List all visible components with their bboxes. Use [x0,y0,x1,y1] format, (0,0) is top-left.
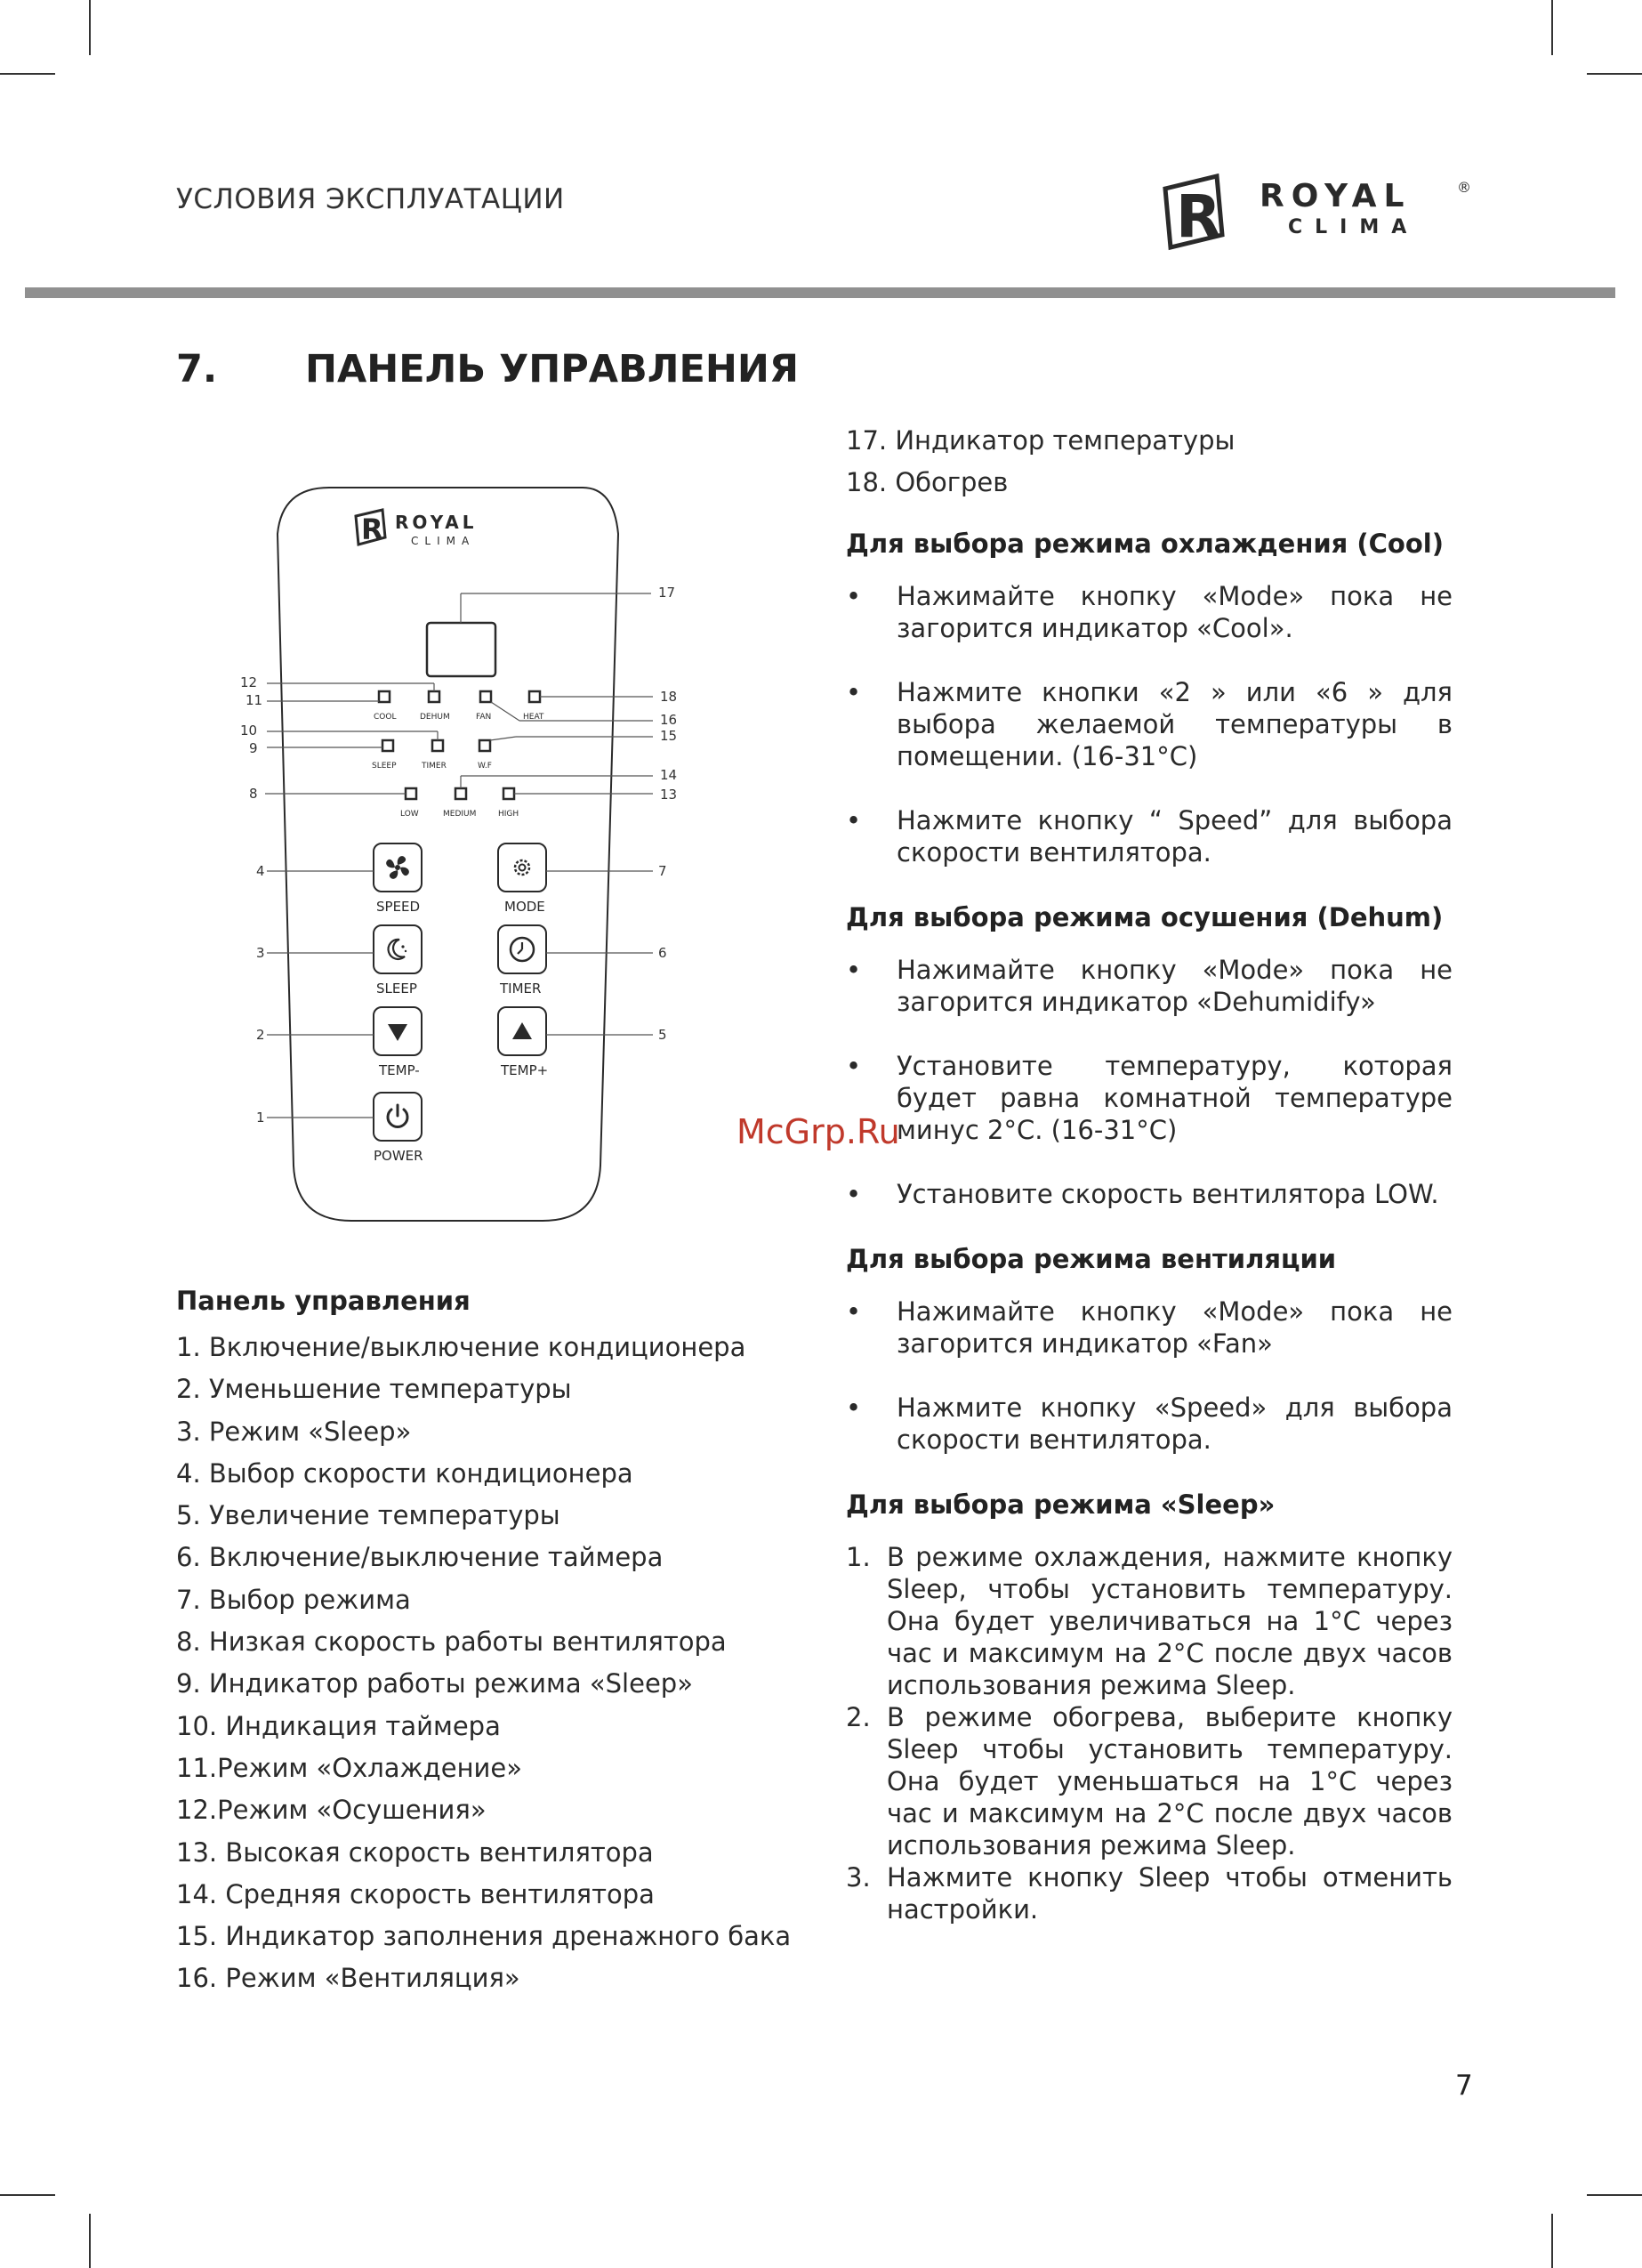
bullet-text: Нажмите кнопку «Speed» для выбора скорости вентилятора. [897,1392,1453,1455]
crop-mark [0,73,55,75]
dehum-bullet [846,954,1453,1018]
callout-3: 3 [256,945,265,961]
bullet-icon: • [846,955,862,985]
callout-11: 11 [245,692,263,708]
list-item-17: 17. Индикатор температуры [846,425,1236,456]
brand-logo [1163,169,1471,258]
cool-heading: Для выбора режима охлаждения (Cool) [846,529,1444,559]
list-item: 12.Режим «Осушения» [176,1795,487,1826]
logo-r-mark-icon [1165,176,1222,251]
crop-mark [89,2214,91,2268]
sleep-step [846,1541,1453,1701]
indicator-cool-label: COOL [374,713,397,722]
logo-reg: ® [1457,179,1471,196]
crop-mark [1587,73,1642,75]
dehum-heading: Для выбора режима осушения (Dehum) [846,902,1444,932]
list-item: 11.Режим «Охлаждение» [176,1752,522,1783]
indicator-sleep-label: SLEEP [372,762,397,771]
crop-mark [1551,2214,1553,2268]
bullet-text: Нажмите кнопку “ Speed” для выбора скорости вентилятора. [897,805,1453,868]
bullet-icon: • [846,805,862,835]
bullet-icon: • [846,1051,862,1081]
sleep-button-label: SLEEP [376,981,417,997]
timer-button-label: TIMER [500,981,542,997]
panel-legend [176,1286,799,2000]
remote-brand-top: ROYAL [395,512,478,533]
callout-7: 7 [658,863,667,879]
bullet-text: Нажимайте кнопку «Mode» пока не загорится индикатор «Cool». [897,581,1453,643]
crop-mark [0,2194,55,2196]
panel-legend-list [176,1327,799,2000]
indicator-wf-led [479,740,490,751]
callout-5: 5 [658,1027,667,1043]
sleep-heading: Для выбора режима «Sleep» [846,1489,1276,1520]
callout-4: 4 [256,863,265,879]
crop-mark [89,0,91,55]
cool-bullet [846,676,1453,772]
logo-clima: CLIMA [1288,216,1420,238]
remote-logo-icon [356,510,385,546]
section-number: 7. [176,347,218,391]
callout-15: 15 [660,728,678,744]
fan-bullet [846,1295,1453,1360]
list-item: 4. Выбор скорости кондиционера [176,1457,633,1489]
sleep-step [846,1861,1453,1925]
watermark: McGrp.Ru [736,1112,900,1151]
step-text: В режиме обогрева, выберите кнопку Sleep чтобы установить температуру. Она будет уменьшаться на 1°С через час и максимум на 2°С после двух часов использования режима Sleep. [887,1702,1453,1860]
indicator-wf-label: W.F [478,762,492,771]
step-text: Нажмите кнопку Sleep чтобы отменить настройки. [887,1862,1453,1925]
svg-text:R: R [361,513,383,546]
remote-body [278,488,618,1221]
remote-brand-bottom: CLIMA [411,535,476,547]
indicator-dehum-led [429,691,439,702]
indicator-fan-led [480,691,491,702]
speed-button-label: SPEED [376,899,421,915]
page-number: 7 [1455,2070,1473,2102]
svg-text:R: R [1176,182,1221,251]
callout-10: 10 [240,722,258,739]
temperature-display [427,623,495,676]
callout-9: 9 [249,740,258,756]
panel-legend-heading: Панель управления [176,1286,471,1316]
indicator-heat-label: HEAT [523,713,544,722]
callout-16: 16 [660,712,678,728]
callout-12: 12 [240,674,258,690]
section-heading: ПАНЕЛЬ УПРАВЛЕНИЯ [305,347,799,391]
indicator-heat-led [529,691,540,702]
remote-control-diagram [222,480,720,1228]
callout-14: 14 [660,767,678,783]
logo-royal: ROYAL [1260,178,1412,214]
fan-heading: Для выбора режима вентиляции [846,1244,1337,1274]
header-divider [25,287,1615,298]
dehum-bullet [846,1050,1453,1146]
bullet-text: Нажимайте кнопку «Mode» пока не загорится индикатор «Fan» [897,1296,1453,1359]
fan-bullet [846,1392,1453,1456]
callout-13: 13 [660,787,678,803]
list-item: 15. Индикатор заполнения дренажного бака [176,1921,792,1952]
list-item: 10. Индикация таймера [176,1710,501,1741]
indicator-medium-led [455,788,466,799]
power-button-label: POWER [374,1148,423,1164]
crop-mark [1587,2194,1642,2196]
indicator-sleep-led [382,740,393,751]
indicator-fan-label: FAN [476,713,492,722]
header-title: УСЛОВИЯ ЭКСПЛУАТАЦИИ [176,183,565,215]
cool-bullet [846,580,1453,644]
step-text: В режиме охлаждения, нажмите кнопку Sleep, чтобы установить температуру. Она будет увеличиваться на 1°С через час и максимум на 2°С после двух часов использования режима Sleep. [887,1542,1453,1700]
cool-bullet [846,804,1453,868]
callout-8: 8 [249,786,258,802]
bullet-icon: • [846,1179,862,1209]
list-item: 5. Увеличение температуры [176,1500,560,1531]
callout-18: 18 [660,689,678,705]
section-title [176,347,799,391]
bullet-text: Установите скорость вентилятора LOW. [897,1179,1439,1209]
mode-button-label: MODE [504,899,545,915]
step-number: 2. [846,1702,871,1732]
list-item: 8. Низкая скорость работы вентилятора [176,1626,727,1658]
callout-17: 17 [658,585,676,601]
sleep-step [846,1701,1453,1861]
mode-instructions [846,420,1453,1925]
list-item: 16. Режим «Вентиляция» [176,1963,520,1994]
bullet-text: Нажмите кнопки «2 » или «6 » для выбора желаемой температуры в помещении. (16-31°C) [897,677,1453,771]
bullet-icon: • [846,1296,862,1327]
dehum-bullet [846,1178,1453,1210]
indicator-cool-led [379,691,390,702]
step-number: 1. [846,1542,871,1572]
callout-2: 2 [256,1027,265,1043]
temp-down-button-label: TEMP- [379,1062,420,1078]
mode-button [498,843,546,892]
callout-6: 6 [658,945,667,961]
list-item: 1. Включение/выключение кондиционера [176,1332,746,1362]
list-item: 7. Выбор режима [176,1584,411,1615]
temp-up-button-label: TEMP+ [501,1062,549,1078]
indicator-dehum-label: DEHUM [420,713,450,722]
step-number: 3. [846,1862,871,1893]
indicator-low-label: LOW [400,810,419,819]
sleep-button [374,925,422,973]
indicator-timer-label: TIMER [422,762,447,771]
bullet-text: Установите температуру, которая будет равна комнатной температуре минус 2°С. (16-31°C) [897,1051,1453,1145]
bullet-icon: • [846,581,862,611]
indicator-low-led [406,788,416,799]
indicator-high-led [503,788,514,799]
bullet-icon: • [846,677,862,707]
list-item: 6. Включение/выключение таймера [176,1542,664,1573]
indicator-high-label: HIGH [498,810,519,819]
list-item: 2. Уменьшение температуры [176,1374,572,1405]
indicator-medium-label: MEDIUM [443,810,477,819]
bullet-text: Нажимайте кнопку «Mode» пока не загорится индикатор «Dehumidify» [897,955,1453,1017]
list-item: 13. Высокая скорость вентилятора [176,1836,654,1868]
callout-1: 1 [256,1110,265,1126]
list-item-18: 18. Обогрев [846,467,1009,497]
crop-mark [1551,0,1553,55]
indicator-timer-led [432,740,443,751]
list-item: 9. Индикатор работы режима «Sleep» [176,1668,693,1699]
list-item: 14. Средняя скорость вентилятора [176,1878,655,1909]
bullet-icon: • [846,1392,862,1423]
list-item: 3. Режим «Sleep» [176,1416,412,1447]
